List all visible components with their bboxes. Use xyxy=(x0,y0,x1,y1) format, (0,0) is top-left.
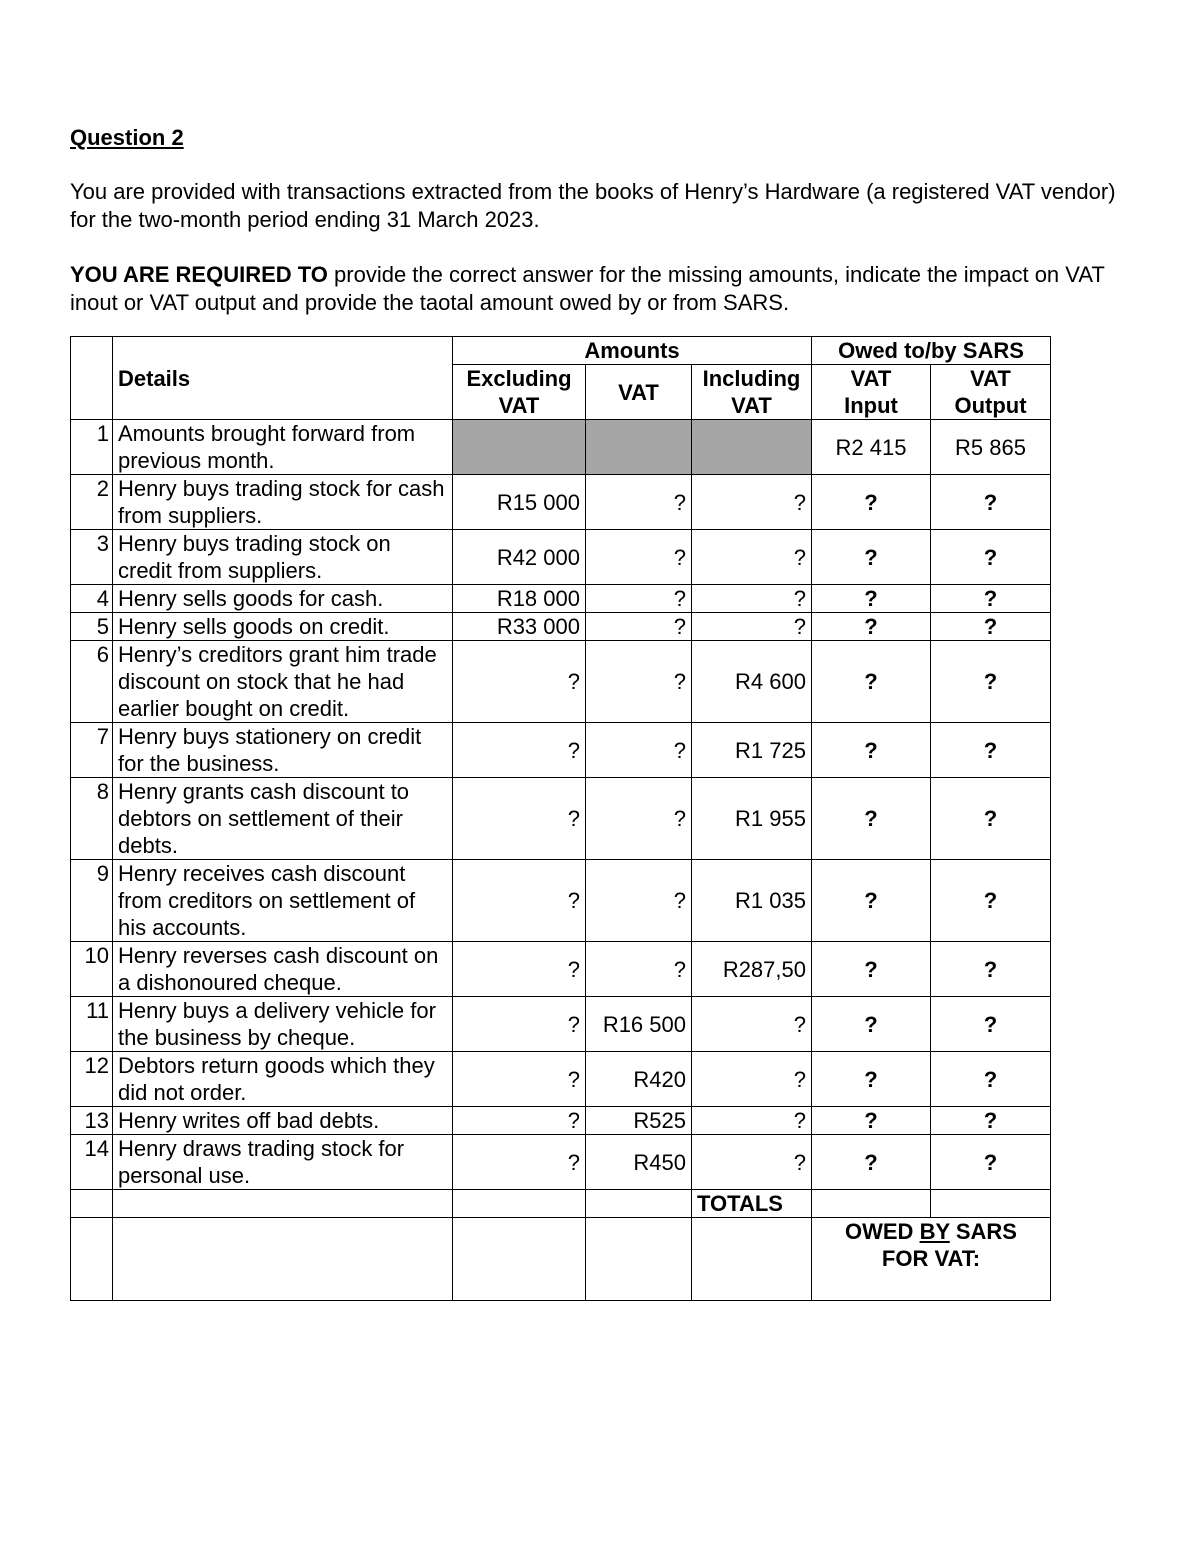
row-vat-output: ? xyxy=(931,997,1051,1052)
header-excluding-vat: Excluding VAT xyxy=(453,365,586,420)
row-excluding-vat: R18 000 xyxy=(453,585,586,613)
header-amounts: Amounts xyxy=(453,337,812,365)
row-excluding-vat: ? xyxy=(453,723,586,778)
row-vat: ? xyxy=(586,530,692,585)
row-vat-output: ? xyxy=(931,1135,1051,1190)
header-num-cell xyxy=(71,337,113,420)
row-vat-input: ? xyxy=(812,997,931,1052)
row-vat: R525 xyxy=(586,1107,692,1135)
row-number: 9 xyxy=(71,860,113,942)
row-vat-input: ? xyxy=(812,585,931,613)
row-details: Amounts brought forward from previous month. xyxy=(113,420,453,475)
row-vat: ? xyxy=(586,641,692,723)
row-number: 3 xyxy=(71,530,113,585)
owed-incl-cell xyxy=(692,1218,812,1301)
row-including-vat: ? xyxy=(692,475,812,530)
row-vat: ? xyxy=(586,723,692,778)
row-excluding-vat: R42 000 xyxy=(453,530,586,585)
row-details: Henry buys stationery on credit for the business. xyxy=(113,723,453,778)
row-vat-input: ? xyxy=(812,942,931,997)
owed-by-sars-label: OWED BY SARS FOR VAT: xyxy=(812,1218,1051,1301)
totals-excl-cell xyxy=(453,1190,586,1218)
row-details: Henry reverses cash discount on a dishonoured cheque. xyxy=(113,942,453,997)
row-vat-output: ? xyxy=(931,613,1051,641)
header-vat-input: VAT Input xyxy=(812,365,931,420)
row-vat: R450 xyxy=(586,1135,692,1190)
row-details: Henry draws trading stock for personal use. xyxy=(113,1135,453,1190)
totals-input-cell xyxy=(812,1190,931,1218)
totals-num-cell xyxy=(71,1190,113,1218)
row-vat: ? xyxy=(586,860,692,942)
row-vat: ? xyxy=(586,613,692,641)
row-excluding-vat: ? xyxy=(453,641,586,723)
required-text: provide the correct answer for the missing amounts, indicate the impact on VAT inout or VAT output and provide the taotal amount owed by or from SARS. xyxy=(70,262,1105,315)
table-row xyxy=(71,585,1051,613)
vat-table xyxy=(70,336,1051,1301)
row-including-vat: ? xyxy=(692,1107,812,1135)
row-number: 8 xyxy=(71,778,113,860)
row-vat: R16 500 xyxy=(586,997,692,1052)
row-vat-output: ? xyxy=(931,1052,1051,1107)
row-vat: ? xyxy=(586,585,692,613)
totals-label: TOTALS xyxy=(692,1190,812,1218)
totals-output-cell xyxy=(931,1190,1051,1218)
required-lead: YOU ARE REQUIRED TO xyxy=(70,262,328,287)
table-row xyxy=(71,530,1051,585)
table-row xyxy=(71,997,1051,1052)
row-including-vat: ? xyxy=(692,530,812,585)
table-row xyxy=(71,641,1051,723)
row-including-vat: R1 955 xyxy=(692,778,812,860)
row-vat: R420 xyxy=(586,1052,692,1107)
row-vat: ? xyxy=(586,475,692,530)
row-excluding-vat xyxy=(453,420,586,475)
owed-vat-cell xyxy=(586,1218,692,1301)
row-including-vat: R1 035 xyxy=(692,860,812,942)
row-details: Henry buys trading stock for cash from suppliers. xyxy=(113,475,453,530)
header-including-vat: Including VAT xyxy=(692,365,812,420)
row-vat-output: ? xyxy=(931,530,1051,585)
row-including-vat: R287,50 xyxy=(692,942,812,997)
row-including-vat: ? xyxy=(692,1135,812,1190)
row-vat-output: R5 865 xyxy=(931,420,1051,475)
row-vat: ? xyxy=(586,778,692,860)
header-details: Details xyxy=(113,337,453,420)
table-row xyxy=(71,1052,1051,1107)
row-details: Henry writes off bad debts. xyxy=(113,1107,453,1135)
totals-row xyxy=(71,1190,1051,1218)
header-owed-group: Owed to/by SARS xyxy=(812,337,1051,365)
row-excluding-vat: ? xyxy=(453,1107,586,1135)
row-excluding-vat: ? xyxy=(453,778,586,860)
row-vat-output: ? xyxy=(931,860,1051,942)
row-number: 7 xyxy=(71,723,113,778)
header-vat-output: VAT Output xyxy=(931,365,1051,420)
row-excluding-vat: ? xyxy=(453,997,586,1052)
row-details: Debtors return goods which they did not order. xyxy=(113,1052,453,1107)
row-number: 10 xyxy=(71,942,113,997)
row-excluding-vat: ? xyxy=(453,942,586,997)
header-vat: VAT xyxy=(586,365,692,420)
row-vat: ? xyxy=(586,942,692,997)
row-details: Henry receives cash discount from creditors on settlement of his accounts. xyxy=(113,860,453,942)
owed-excl-cell xyxy=(453,1218,586,1301)
row-number: 4 xyxy=(71,585,113,613)
row-vat xyxy=(586,420,692,475)
row-vat-output: ? xyxy=(931,641,1051,723)
row-vat-output: ? xyxy=(931,1107,1051,1135)
question-title: Question 2 xyxy=(70,125,184,150)
row-vat-output: ? xyxy=(931,723,1051,778)
row-vat-input: ? xyxy=(812,475,931,530)
owed-num-cell xyxy=(71,1218,113,1301)
row-excluding-vat: ? xyxy=(453,860,586,942)
row-details: Henry’s creditors grant him trade discount on stock that he had earlier bought on credit. xyxy=(113,641,453,723)
row-vat-input: ? xyxy=(812,778,931,860)
row-details: Henry buys trading stock on credit from suppliers. xyxy=(113,530,453,585)
row-vat-output: ? xyxy=(931,942,1051,997)
row-vat-input: ? xyxy=(812,860,931,942)
row-vat-input: ? xyxy=(812,1107,931,1135)
owed-details-cell xyxy=(113,1218,453,1301)
row-details: Henry sells goods on credit. xyxy=(113,613,453,641)
table-row xyxy=(71,1107,1051,1135)
row-vat-output: ? xyxy=(931,778,1051,860)
row-number: 13 xyxy=(71,1107,113,1135)
table-row xyxy=(71,778,1051,860)
row-including-vat: R4 600 xyxy=(692,641,812,723)
row-including-vat: ? xyxy=(692,613,812,641)
row-vat-input: ? xyxy=(812,530,931,585)
table-row xyxy=(71,1135,1051,1190)
row-including-vat: R1 725 xyxy=(692,723,812,778)
intro-paragraph: You are provided with transactions extracted from the books of Henry’s Hardware (a registered VAT vendor) for the two-month period ending 31 March 2023. xyxy=(70,179,1116,232)
row-excluding-vat: ? xyxy=(453,1135,586,1190)
row-excluding-vat: R33 000 xyxy=(453,613,586,641)
row-details: Henry sells goods for cash. xyxy=(113,585,453,613)
row-details: Henry buys a delivery vehicle for the business by cheque. xyxy=(113,997,453,1052)
row-number: 12 xyxy=(71,1052,113,1107)
totals-details-cell xyxy=(113,1190,453,1218)
row-vat-output: ? xyxy=(931,475,1051,530)
row-including-vat xyxy=(692,420,812,475)
required-paragraph xyxy=(70,261,1130,317)
table-body xyxy=(71,420,1051,1190)
row-number: 2 xyxy=(71,475,113,530)
row-including-vat: ? xyxy=(692,997,812,1052)
table-row xyxy=(71,860,1051,942)
table-row xyxy=(71,475,1051,530)
row-excluding-vat: ? xyxy=(453,1052,586,1107)
row-number: 14 xyxy=(71,1135,113,1190)
table-row xyxy=(71,613,1051,641)
owed-row xyxy=(71,1218,1051,1301)
row-number: 1 xyxy=(71,420,113,475)
row-vat-input: ? xyxy=(812,723,931,778)
table-row xyxy=(71,723,1051,778)
totals-vat-cell xyxy=(586,1190,692,1218)
table-row xyxy=(71,420,1051,475)
row-excluding-vat: R15 000 xyxy=(453,475,586,530)
row-number: 6 xyxy=(71,641,113,723)
row-including-vat: ? xyxy=(692,585,812,613)
row-vat-input: ? xyxy=(812,1135,931,1190)
row-vat-output: ? xyxy=(931,585,1051,613)
row-vat-input: ? xyxy=(812,613,931,641)
table-row xyxy=(71,942,1051,997)
row-vat-input: ? xyxy=(812,1052,931,1107)
row-number: 5 xyxy=(71,613,113,641)
row-number: 11 xyxy=(71,997,113,1052)
row-vat-input: ? xyxy=(812,641,931,723)
row-details: Henry grants cash discount to debtors on settlement of their debts. xyxy=(113,778,453,860)
row-vat-input: R2 415 xyxy=(812,420,931,475)
row-including-vat: ? xyxy=(692,1052,812,1107)
